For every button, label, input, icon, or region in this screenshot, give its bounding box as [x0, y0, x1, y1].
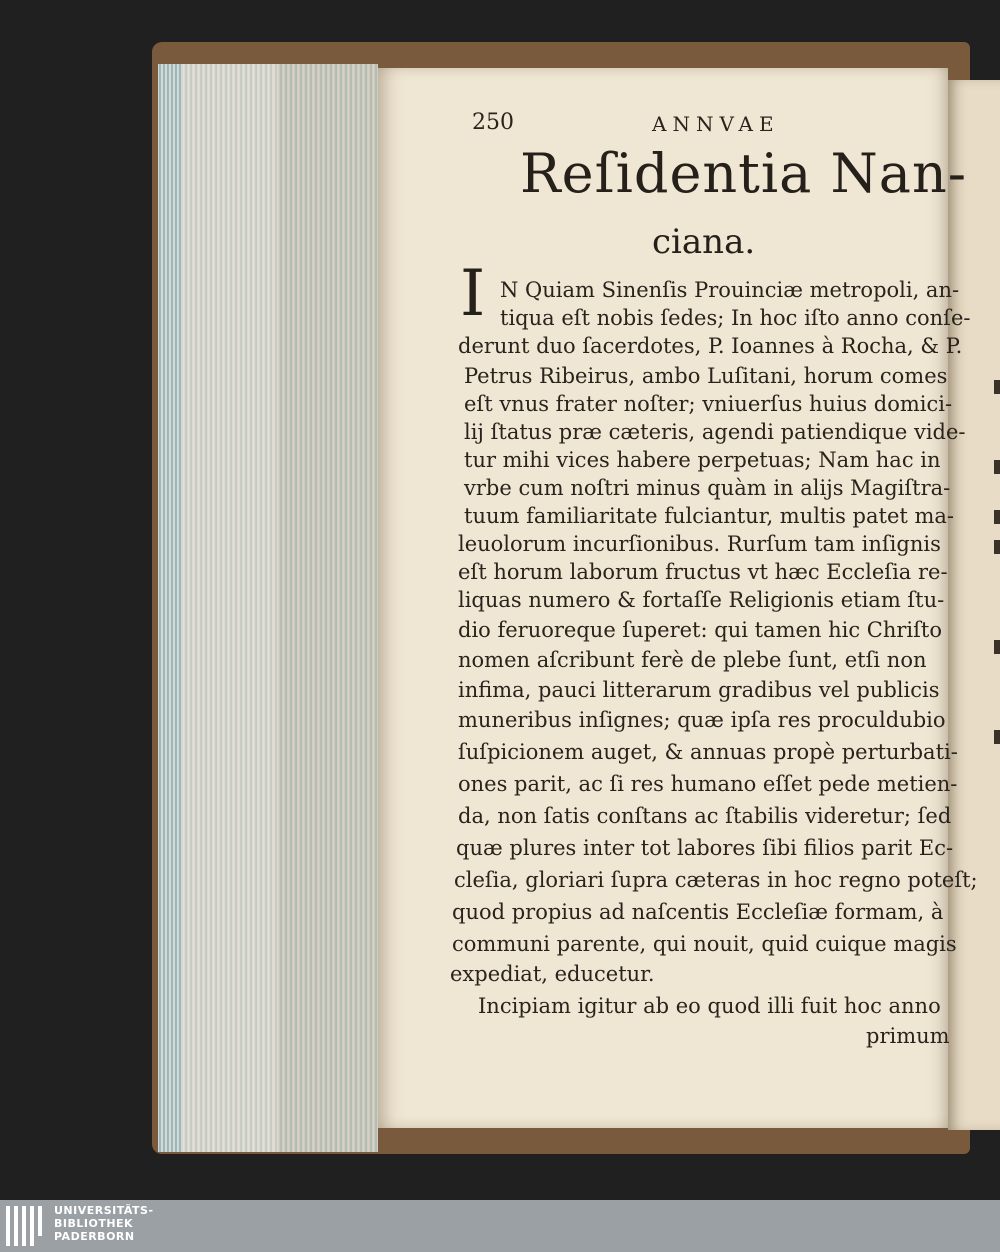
facing-page-glyph: [994, 510, 1000, 524]
text-line: liquas numero & fortaſſe Religionis etiam ſtu-: [458, 588, 945, 612]
text-line: nomen aſcribunt ferè de plebe ſunt, etſi non: [458, 648, 927, 672]
text-line: ſuſpicionem auget, & annuas propè perturbati-: [458, 740, 958, 764]
section-subtitle: ciana.: [652, 222, 756, 262]
text-line: dio feruoreque ſuperet: qui tamen hic Chriſto: [458, 618, 942, 642]
facing-page-glyph: [994, 380, 1000, 394]
facing-page-glyph: [994, 460, 1000, 474]
logo-line: BIBLIOTHEK: [54, 1217, 134, 1230]
text-line: N Quiam Sinenſis Prouinciæ metropoli, an-: [500, 278, 960, 302]
logo-line: UNIVERSITÄTS-: [54, 1204, 154, 1217]
page-edges: [158, 64, 378, 1152]
text-line: eſt horum laborum fructus vt hæc Eccleſia re-: [458, 560, 948, 584]
facing-page-edge: [948, 80, 1000, 1130]
page-edges-inner: [278, 64, 378, 1152]
text-line: vrbe cum noſtri minus quàm in alijs Magiſtra-: [464, 476, 951, 500]
text-line: derunt duo ſacerdotes, P. Ioannes à Rocha, & P.: [458, 334, 963, 358]
facing-page-glyph: [994, 640, 1000, 654]
text-line: ones parit, ac ſi res humano eſſet pede metien-: [458, 772, 958, 796]
text-line: Incipiam igitur ab eo quod illi fuit hoc anno: [478, 994, 941, 1018]
logo-line: PADERBORN: [54, 1230, 135, 1243]
running-head: ANNVAE: [652, 112, 780, 136]
page-number: 250: [472, 110, 514, 135]
text-line: eſt vnus frater noſter; vniuerſus huius domici-: [464, 392, 953, 416]
text-line: tur mihi vices habere perpetuas; Nam hac in: [464, 448, 941, 472]
text-line: quod propius ad naſcentis Eccleſiæ formam, à: [452, 900, 944, 924]
text-line: lij ſtatus præ cæteris, agendi patiendique vide-: [464, 420, 966, 444]
drop-capital: I: [460, 257, 486, 331]
text-line: Petrus Ribeirus, ambo Luſitani, horum comes: [464, 364, 948, 388]
text-line: da, non ſatis conſtans ac ſtabilis videretur; ſed: [458, 804, 952, 828]
text-line: infima, pauci litterarum gradibus vel publicis: [458, 678, 940, 702]
text-line: cleſia, gloriari ſupra cæteras in hoc regno poteſt;: [454, 868, 978, 892]
text-line: tiqua eſt nobis ſedes; In hoc iſto anno conſe-: [500, 306, 971, 330]
text-line: leuolorum incurſionibus. Rurſum tam inſignis: [458, 532, 941, 556]
text-line: muneribus inſignes; quæ ipſa res proculdubio: [458, 708, 946, 732]
facing-page-glyph: [994, 540, 1000, 554]
text-line: expediat, educetur.: [450, 962, 655, 986]
library-logo-text: [54, 1204, 154, 1243]
catchword: primum: [866, 1024, 950, 1048]
text-line: tuum familiaritate fulciantur, multis patet ma-: [464, 504, 955, 528]
section-title: Reſidentia Nan-: [520, 142, 967, 205]
page-edges-outer: [158, 64, 182, 1152]
text-line: quæ plures inter tot labores ſibi filios parit Ec-: [456, 836, 954, 860]
facing-page-glyph: [994, 730, 1000, 744]
library-footer: [0, 1200, 1000, 1252]
library-logo-icon: [6, 1206, 46, 1246]
page-header: [472, 110, 942, 140]
text-line: communi parente, qui nouit, quid cuique magis: [452, 932, 957, 956]
